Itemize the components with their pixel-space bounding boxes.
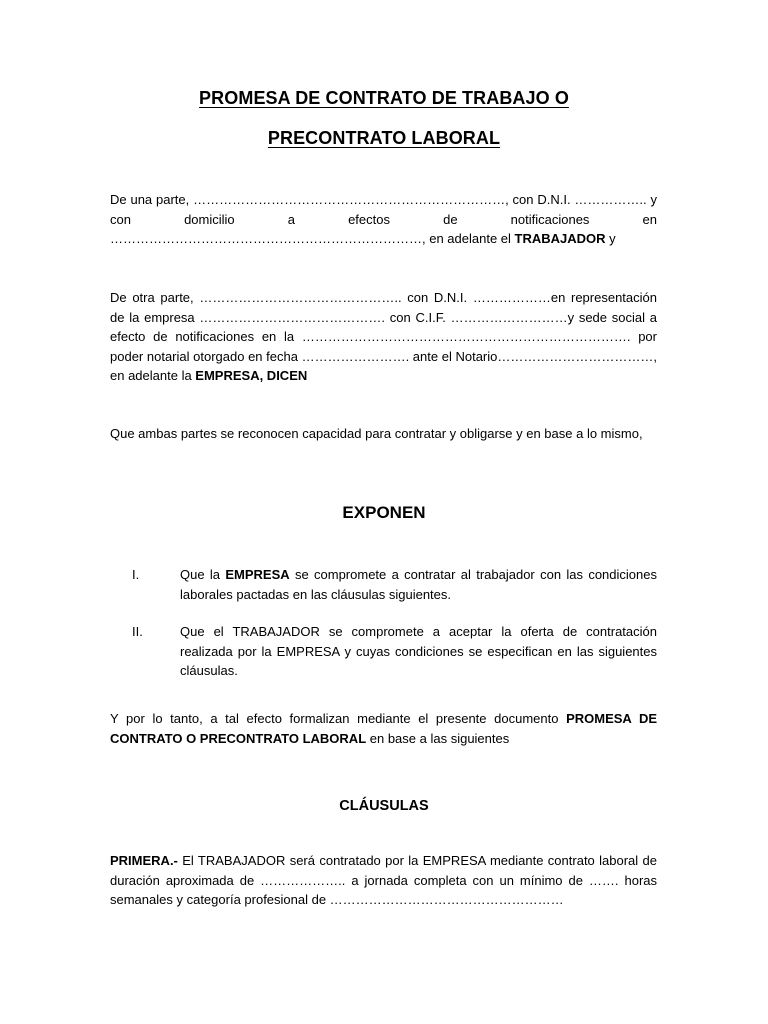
list-item-text: Que el TRABAJADOR se compromete a aceptar la oferta de contratación realizada por la EMPRESA y cuyas condiciones se especifican en las siguientes cláusulas.	[180, 624, 657, 678]
list-item-text-end: se compromete a contratar al trabajador con las condiciones laborales pactadas en las cláusulas siguientes.	[180, 567, 657, 602]
paragraph-formalizan-end: en base a las siguientes	[366, 730, 510, 746]
list-item-number: II.	[132, 624, 143, 639]
paragraph-trabajador	[110, 190, 657, 249]
document-title-line-1: PROMESA DE CONTRATO DE TRABAJO O	[199, 88, 569, 108]
list-item-text	[180, 565, 657, 604]
clause-primera-label: PRIMERA.-	[110, 853, 178, 868]
clause-primera	[110, 851, 657, 910]
empresa-term: EMPRESA	[225, 567, 290, 582]
paragraph-trabajador-text: De una parte, ………………………………………………………………, con D.N.I. …………….. y con domicilio a efectos de notificaciones en ………………………………………………………………, en adelante el	[110, 192, 657, 246]
section-heading-exponen: EXPONEN	[342, 503, 426, 522]
paragraph-empresa	[110, 288, 657, 386]
paragraph-formalizan	[110, 709, 657, 748]
clause-primera-text: El TRABAJADOR será contratado por la EMPRESA mediante contrato laboral de duración aproximada de ……………….. a jornada completa con un mínimo de ……. horas semanales y categoría profesional de ………………………………………………	[110, 853, 657, 907]
section-heading-clausulas: CLÁUSULAS	[339, 798, 429, 814]
trabajador-term: TRABAJADOR	[514, 231, 606, 246]
paragraph-formalizan-text: Y por lo tanto, a tal efecto formalizan mediante el presente documento	[110, 711, 567, 726]
empresa-dicen-term: EMPRESA, DICEN	[195, 368, 308, 383]
paragraph-empresa-text: De otra parte, ……………………………………….. con D.N.I. ………………en representación de la empresa ……………………………………. con C.I.F. ………………………y sede social a efecto de notificaciones en la …………………………………………………………………. por poder notarial otorgado en fecha ……………………. ante el Notario………………………………, en adelante la	[110, 290, 657, 383]
list-item-number: I.	[132, 567, 140, 582]
list-item-text-start: Que la	[180, 567, 226, 582]
paragraph-trabajador-end: y	[605, 231, 616, 246]
promesa-term: PROMESA DE CONTRATO O PRECONTRATO LABORAL	[110, 711, 657, 746]
document-title-line-2: PRECONTRATO LABORAL	[267, 128, 501, 148]
paragraph-capacidad: Que ambas partes se reconocen capacidad para contratar y obligarse y en base a lo mismo,	[110, 426, 643, 441]
